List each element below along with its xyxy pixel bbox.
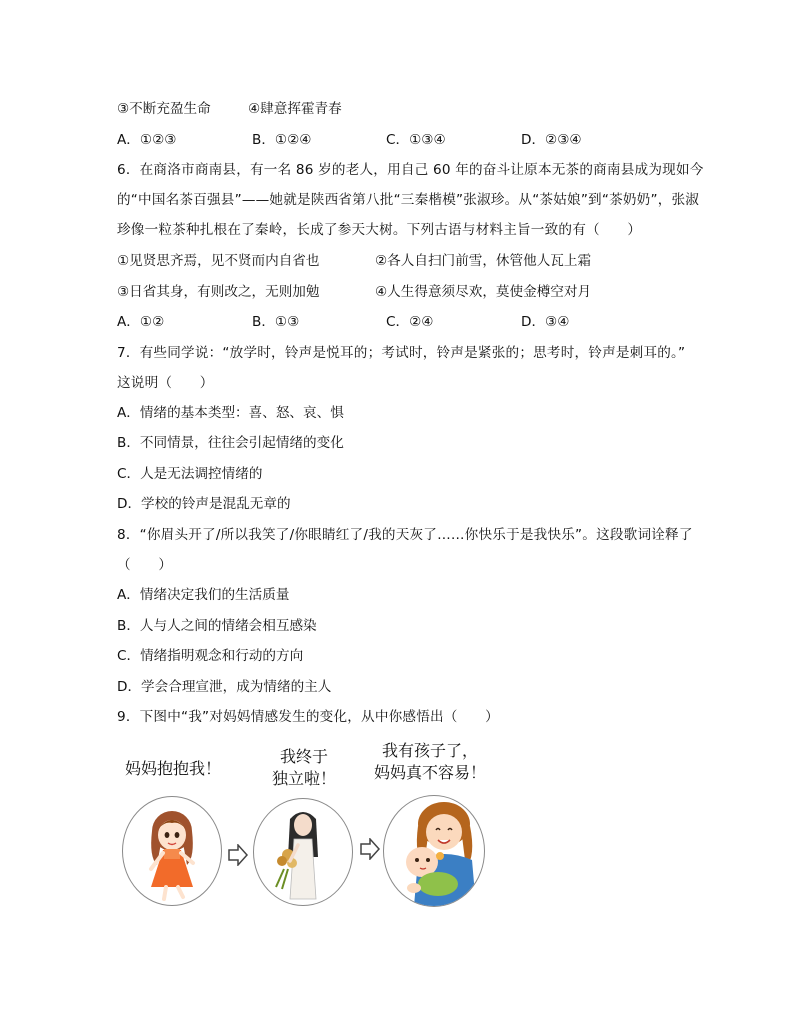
q5-item-4: ④肆意挥霍青春 <box>248 101 342 117</box>
q7-stem-line-1: 7．有些同学说：“放学时，铃声是悦耳的；考试时，铃声是紧张的；思考时，铃声是刺耳的。” <box>117 345 686 361</box>
q6-item-1: ①见贤思齐焉，见不贤而内自省也 <box>117 253 320 269</box>
q8-option-c: C．情绪指明观念和行动的方向 <box>117 648 304 664</box>
caption-3 <box>360 740 500 784</box>
q5-item-3: ③不断充盈生命 <box>117 101 211 117</box>
q6-item-3: ③日省其身，有则改之，无则加勉 <box>117 284 320 300</box>
q8-option-b: B．人与人之间的情绪会相互感染 <box>117 618 317 634</box>
q5-option-b: B．①②④ <box>252 132 312 148</box>
q6-option-b: B．①③ <box>252 314 300 330</box>
arrow-right-icon-1 <box>228 844 248 866</box>
q6-stem-line-3: 珍像一粒茶种扎根在了秦岭，长成了参天大树。下列古语与材料主旨一致的有（ ） <box>117 222 642 238</box>
q5-option-c: C．①③④ <box>386 132 446 148</box>
caption-1-line-1: 妈妈抱抱我！ <box>124 759 221 778</box>
q7-option-c: C．人是无法调控情绪的 <box>117 466 263 482</box>
q8-stem-line-2: （ ） <box>117 557 173 573</box>
q7-option-b: B．不同情景，往往会引起情绪的变化 <box>117 435 344 451</box>
arrow-right-icon-2 <box>360 838 380 860</box>
q6-option-a: A．①② <box>117 314 165 330</box>
q6-stem-line-1: 6．在商洛市商南县，有一名 86 岁的老人，用自己 60 年的奋斗让原本无茶的商南县成为现如今 <box>117 162 704 178</box>
caption-3-line-1: 我有孩子了， <box>381 741 478 760</box>
q9-stem: 9．下图中“我”对妈妈情感发生的变化，从中你感悟出（ ） <box>117 709 499 725</box>
caption-1 <box>117 758 229 780</box>
caption-2-line-1: 我终于 <box>279 747 328 766</box>
q6-option-d: D．③④ <box>521 314 570 330</box>
caption-3-line-2: 妈妈真不容易！ <box>373 763 486 782</box>
q8-option-a: A．情绪决定我们的生活质量 <box>117 587 290 603</box>
caption-2 <box>262 746 346 790</box>
illustration-young-woman <box>253 798 353 906</box>
illustration-girl <box>122 796 222 906</box>
q6-item-2: ②各人自扫门前雪，休管他人瓦上霜 <box>375 253 592 269</box>
young-woman-illustration <box>254 799 352 905</box>
q5-option-d: D．②③④ <box>521 132 582 148</box>
girl-illustration <box>123 797 221 905</box>
q6-item-4: ④人生得意须尽欢，莫使金樽空对月 <box>375 284 592 300</box>
q7-stem-line-2: 这说明（ ） <box>117 375 214 391</box>
q6-option-c: C．②④ <box>386 314 434 330</box>
q5-option-a: A．①②③ <box>117 132 177 148</box>
illustration-mother-baby <box>383 795 485 907</box>
caption-2-line-2: 独立啦！ <box>271 769 336 788</box>
q8-stem-line-1: 8．“你眉头开了/所以我笑了/你眼睛红了/我的天灰了……你快乐于是我快乐”。这段歌词诠释了 <box>117 527 693 543</box>
q7-option-a: A．情绪的基本类型：喜、怒、哀、惧 <box>117 405 344 421</box>
mother-baby-illustration <box>384 796 484 906</box>
q8-option-d: D．学会合理宣泄，成为情绪的主人 <box>117 679 332 695</box>
q7-option-d: D．学校的铃声是混乱无章的 <box>117 496 291 512</box>
q6-stem-line-2: 的“中国名茶百强县”——她就是陕西省第八批“三秦楷模”张淑珍。从“茶姑娘”到“茶奶奶”，张淑 <box>117 192 700 208</box>
